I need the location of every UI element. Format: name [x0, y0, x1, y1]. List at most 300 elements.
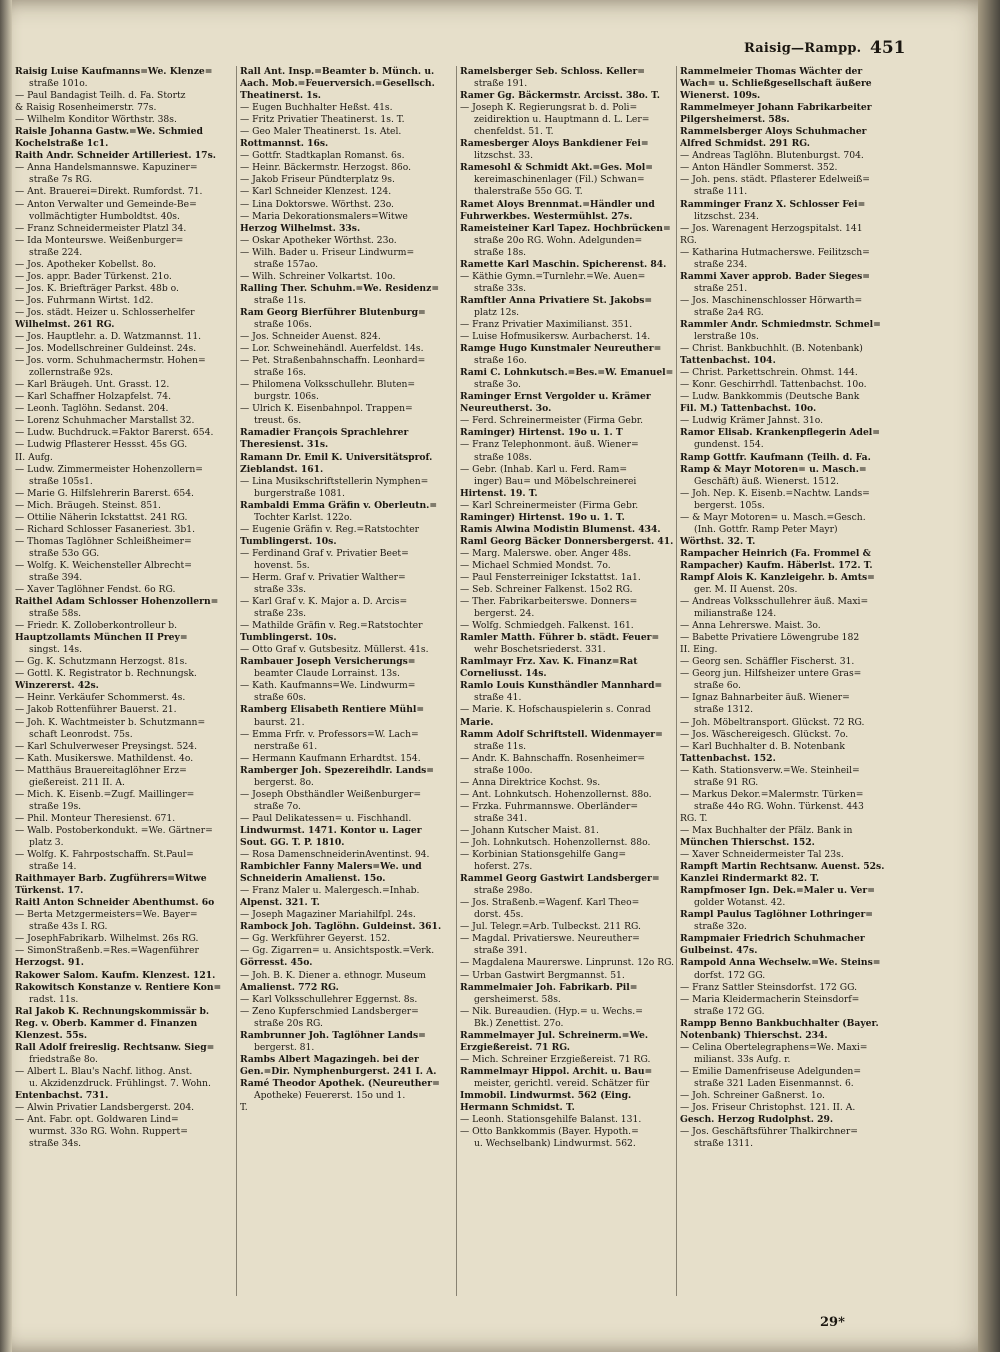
directory-entry-line: — Anton Verwalter und Gemeinde-Be= — [15, 198, 197, 210]
directory-entry-line: — Jos. K. Briefträger Parkst. 48b o. — [15, 282, 179, 294]
directory-entry-line: straße 14. — [29, 861, 77, 873]
directory-entry-line: — Ludw. Bankkommis (Deutsche Bank — [680, 391, 860, 403]
directory-entry-line: Raminger) Hirtenst. 19o u. 1. T — [460, 427, 623, 439]
directory-entry-line: Wienerst. 109s. — [680, 90, 761, 102]
directory-entry-line: — Gottfr. Stadtkaplan Romanst. 6s. — [240, 150, 405, 162]
directory-entry-line: Ramler Matth. Führer b. städt. Feuer= — [460, 632, 660, 644]
directory-entry-line: Sout. GG. T. P. 1810. — [240, 837, 345, 848]
directory-entry-line: schaft Leonrodst. 75s. — [29, 728, 133, 740]
directory-entry-line: Ramberg Elisabeth Rentiere Mühl= — [240, 704, 425, 716]
directory-entry-line: — Käthie Gymn.=Turnlehr.=We. Auen= — [460, 270, 646, 282]
directory-entry-line: — Katharina Hutmacherswe. Feilitzsch= — [680, 246, 870, 258]
directory-entry-line: straße 32o. — [694, 921, 747, 933]
directory-entry-line: — Paul Bandagist Teilh. d. Fa. Stortz — [15, 90, 186, 102]
directory-entry-line: Kanzlei Rindermarkt 82. T. — [680, 873, 820, 885]
directory-entry-line: Neureutherst. 3o. — [460, 403, 552, 415]
directory-entry-line: bergerst. 105s. — [694, 499, 765, 511]
directory-entry-line: — Franz Privatier Maximilianst. 351. — [460, 318, 633, 330]
directory-entry-line: — Karl Schreinermeister (Firma Gebr. — [460, 499, 639, 511]
directory-entry-line: — Wolfg. Schmiedgeh. Falkenst. 161. — [460, 620, 634, 632]
directory-entry-line: — Franz Sattler Steinsdorfst. 172 GG. — [680, 981, 858, 993]
directory-entry-line: straße 100o. — [474, 764, 533, 776]
directory-entry-line: straße 11s. — [474, 740, 527, 752]
directory-entry-line: straße 53o GG. — [29, 547, 100, 559]
directory-entry-line: dorfst. 172 GG. — [694, 969, 766, 981]
directory-entry-line: München Thierschst. 152. — [680, 837, 815, 848]
directory-entry-line: Schneiderin Amalienst. 15o. — [240, 873, 386, 885]
directory-entry-line: Kochelstraße 1c1. — [15, 138, 109, 150]
directory-entry-line: — Ludw. Zimmermeister Hohenzollern= — [15, 463, 203, 475]
directory-entry-line: straße 7o. — [254, 800, 301, 812]
directory-entry-line: radst. 11s. — [29, 993, 79, 1005]
directory-entry-line: Ramesohl & Schmidt Akt.=Ges. Mol= — [460, 162, 653, 174]
directory-entry-line: bergerst. 81. — [254, 1041, 315, 1053]
directory-entry-line: — Emilie Damenfriseuse Adelgunden= — [680, 1065, 862, 1077]
directory-entry-line: Rampl Paulus Taglöhner Lothringer= — [680, 909, 873, 921]
directory-entry-line: straße 20o RG. Wohn. Adelgunden= — [474, 234, 643, 246]
directory-entry-line: dorst. 45s. — [474, 909, 524, 921]
directory-entry-line: straße 33s. — [254, 584, 307, 596]
directory-entry-line: — Ludwig Pflasterer Hessst. 45s GG. — [15, 439, 188, 451]
directory-entry-line: straße 16o. — [474, 355, 527, 367]
directory-entry-line: — Jos. städt. Heizer u. Schlosserhelfer — [15, 306, 195, 318]
directory-entry-line: straße 191. — [474, 78, 528, 90]
directory-entry-line: Gesch. Herzog Rudolphst. 29. — [680, 1114, 834, 1126]
directory-entry-line: — Eugenie Gräfin v. Reg.=Ratstochter — [240, 523, 420, 535]
directory-entry-line: Ramp Gottfr. Kaufmann (Teilh. d. Fa. — [680, 451, 871, 463]
directory-entry-line: — Joh. Nep. K. Eisenb.=Nachtw. Lands= — [680, 487, 870, 499]
directory-entry-line: — Lor. Schweinehändl. Auerfeldst. 14s. — [240, 343, 424, 355]
directory-entry-line: — Otto Bankkommis (Bayer. Hypoth.= — [460, 1126, 639, 1138]
directory-entry-line: Tattenbachst. 104. — [680, 355, 776, 367]
directory-entry-line: litzschst. 234. — [694, 210, 759, 222]
directory-entry-line: burgstr. 106s. — [254, 391, 319, 403]
directory-entry-line: straße 6o. — [694, 680, 741, 692]
directory-entry-line: Theresienst. 31s. — [240, 439, 329, 451]
directory-entry-line: — Anton Händler Sommerst. 352. — [680, 162, 838, 174]
directory-entry-line: Raminger) Hirtenst. 19o u. 1. T. — [460, 511, 625, 523]
directory-entry-line: Geschäft) äuß. Wienerst. 1512. — [694, 475, 839, 487]
directory-entry-line: — Philomena Volksschullehr. Bluten= — [240, 379, 416, 391]
directory-entry-line: Raisig Luise Kaufmanns=We. Klenze= — [15, 66, 213, 77]
directory-entry-line: — Kath. Stationsverw.=We. Steinheil= — [680, 764, 860, 776]
directory-entry-line: Ral Jakob K. Rechnungskommissär b. — [15, 1005, 210, 1017]
directory-entry-line: straße 108s. — [474, 451, 532, 463]
directory-entry-line: Rall Ant. Insp.=Beamter b. Münch. u. — [240, 66, 435, 77]
directory-entry-line: straße 19s. — [29, 800, 82, 812]
directory-entry-line: — Korbinian Stationsgehilfe Gang= — [460, 849, 627, 861]
directory-entry-line: — Xaver Schneidermeister Tal 23s. — [680, 849, 844, 861]
directory-entry-line: II. Eing. — [680, 644, 718, 656]
directory-entry-line: — Mathilde Gräfin v. Reg.=Ratstochter — [240, 620, 423, 632]
directory-entry-line: Theatinerst. 1s. — [240, 90, 321, 102]
directory-entry-line: Ramge Hugo Kunstmaler Neureuther= — [460, 343, 662, 355]
directory-entry-line: Raithel Adam Schlosser Hohenzollern= — [15, 596, 219, 608]
directory-entry-line: kereimaschinenlager (Fil.) Schwan= — [474, 174, 645, 186]
directory-entry-line: — Karl Bräugeh. Unt. Grasst. 12. — [15, 379, 170, 391]
directory-entry-line: — Gg. Zigarren= u. Ansichtspostk.=Verk. — [240, 945, 435, 957]
directory-entry-line: Immobil. Lindwurmst. 562 (Eing. — [460, 1089, 632, 1101]
directory-entry-line: straße 224. — [29, 246, 83, 258]
directory-entry-line: Rammelmayer Jul. Schreinerm.=We. — [460, 1029, 649, 1041]
directory-entry-line: — Jos. Fuhrmann Wirtst. 1d2. — [15, 294, 154, 306]
directory-entry-line: — Joh. K. Wachtmeister b. Schutzmann= — [15, 716, 206, 728]
directory-entry-line: — Franz Schneidermeister Platzl 34. — [15, 222, 187, 234]
directory-entry-line: Marie. — [460, 716, 494, 728]
directory-entry-line: Aach. Mob.=Feuerversich.=Gesellsch. — [240, 78, 435, 90]
directory-entry-line: straße 3o. — [474, 379, 521, 391]
directory-entry-line: — Jos. Apotheker Kobellst. 8o. — [15, 258, 157, 270]
directory-entry-line: — Berta Metzgermeisters=We. Bayer= — [15, 909, 198, 921]
directory-entry-line: Hermann Schmidst. T. — [460, 1102, 575, 1114]
column-4 — [680, 66, 900, 1296]
directory-entry-line: — SimonStraßenb.=Res.=Wagenführer — [15, 945, 199, 957]
directory-entry-line: thalerstraße 55o GG. T. — [474, 186, 583, 198]
column-2 — [240, 66, 460, 1296]
directory-entry-line: Rottmannst. 16s. — [240, 138, 329, 150]
directory-entry-line: Raisle Johanna Gastw.=We. Schmied — [15, 126, 203, 138]
directory-entry-line: — Franz Maler u. Malergesch.=Inhab. — [240, 885, 420, 897]
directory-entry-line: — Ida Monteurswe. Weißenburger= — [15, 234, 184, 246]
directory-entry-line: — Oskar Apotheker Wörthst. 23o. — [240, 234, 397, 246]
directory-entry-line: straße 394. — [29, 571, 83, 583]
directory-entry-line: — Lorenz Schuhmacher Marstallst 32. — [15, 415, 195, 427]
directory-entry-line: straße 172 GG. — [694, 1005, 765, 1017]
column-divider — [676, 66, 677, 1296]
directory-entry-line: Gulbeinst. 47s. — [680, 945, 758, 957]
directory-entry-line: — Ant. Brauerei=Direkt. Rumfordst. 71. — [15, 186, 203, 198]
directory-entry-line: Raith Andr. Schneider Artilleriest. 17s. — [15, 150, 216, 162]
directory-entry-line: — Ant. Fabr. opt. Goldwaren Lind= — [15, 1114, 179, 1126]
directory-entry-line: — Heinr. Bäckermstr. Herzogst. 86o. — [240, 162, 412, 174]
directory-entry-line: straße 298o. — [474, 885, 533, 897]
directory-entry-line: singst. 14s. — [29, 644, 83, 656]
directory-entry-line: straße 234. — [694, 258, 748, 270]
directory-entry-line: Görresst. 45o. — [240, 957, 313, 969]
directory-entry-line: — Richard Schlosser Fasaneriest. 3b1. — [15, 523, 195, 535]
directory-entry-line: — Lina Musikschriftstellerin Nymphen= — [240, 475, 429, 487]
directory-entry-line: — Marie. K. Hofschauspielerin s. Conrad — [460, 704, 651, 716]
directory-entry-line: — Jos. appr. Bader Türkenst. 21o. — [15, 270, 172, 282]
directory-entry-line: ger. M. II Auenst. 20s. — [694, 584, 798, 596]
directory-entry-line: — Heinr. Verkäufer Schommerst. 4s. — [15, 692, 186, 704]
directory-entry-line: — Joh. Möbeltransport. Glückst. 72 RG. — [680, 716, 865, 728]
column-divider — [236, 66, 237, 1296]
directory-entry-line: gersheimerst. 58s. — [474, 993, 561, 1005]
directory-entry-line: — Thomas Taglöhner Schleißheimer= — [15, 535, 192, 547]
directory-entry-line: Ramlmayr Frz. Xav. K. Finanz=Rat — [460, 656, 638, 668]
directory-entry-line: bergerst. 24. — [474, 608, 535, 620]
directory-entry-line: Ramann Dr. Emil K. Universitätsprof. — [240, 451, 433, 463]
directory-entry-line: Ramm Adolf Schriftstell. Widenmayer= — [460, 728, 663, 740]
directory-entry-line: Ramftler Anna Privatiere St. Jakobs= — [460, 294, 653, 306]
directory-entry-line: straße 16s. — [254, 367, 307, 379]
directory-entry-line: Ramadier François Sprachlehrer — [240, 427, 409, 439]
directory-entry-line: — Paul Fensterreiniger Ickstattst. 1a1. — [460, 571, 641, 583]
directory-entry-line: wurmst. 33o RG. Wohn. Ruppert= — [29, 1126, 188, 1138]
directory-entry-line: — Joh. pens. städt. Pflasterer Edelweiß= — [680, 174, 870, 186]
directory-entry-line: — Jos. Friseur Christophst. 121. II. A. — [680, 1102, 856, 1114]
directory-entry-line: — Pet. Straßenbahnschaffn. Leonhard= — [240, 355, 426, 367]
directory-entry-line: u. Akzidenzdruck. Frühlingst. 7. Wohn. — [29, 1077, 211, 1089]
directory-entry-line: — Mich. Schreiner Erzgießereist. 71 RG. — [460, 1053, 651, 1065]
directory-entry-line: — Max Buchhalter der Pfälz. Bank in — [680, 824, 853, 836]
directory-entry-line: Rammelmaier Joh. Fabrikarb. Pil= — [460, 981, 638, 993]
directory-entry-line: — Jos. Maschinenschlosser Hörwarth= — [680, 294, 863, 306]
directory-entry-line: — Michael Schmied Mondst. 7o. — [460, 559, 611, 571]
directory-entry-line: — Georg sen. Schäffler Fischerst. 31. — [680, 656, 855, 668]
directory-entry-line: — Luise Hofmusikersw. Aurbacherst. 14. — [460, 331, 651, 343]
directory-entry-line: wehr Boschetsriederst. 331. — [474, 644, 606, 656]
directory-entry-line: gundenst. 154. — [694, 439, 764, 451]
directory-entry-line: — Urban Gastwirt Bergmannst. 51. — [460, 969, 625, 981]
directory-entry-line: burgerstraße 1081. — [254, 487, 345, 499]
directory-entry-line: — Karl Buchhalter d. B. Notenbank — [680, 740, 845, 752]
directory-entry-line: — Paul Delikatessen= u. Fischhandl. — [240, 812, 412, 824]
directory-entry-line: — Karl Schaffner Holzapfelst. 74. — [15, 391, 172, 403]
directory-entry-line: Ramberger Joh. Spezereihdlr. Lands= — [240, 764, 435, 776]
directory-entry-line: — JosephFabrikarb. Wilhelmst. 26s RG. — [15, 933, 199, 945]
directory-entry-line: meister, gerichtl. vereid. Schätzer für — [474, 1077, 650, 1089]
directory-entry-line: treust. 6s. — [254, 415, 302, 427]
directory-entry-line: Ramis Alwina Modistin Blumenst. 434. — [460, 523, 661, 535]
directory-entry-line: Tumblingerst. 10s. — [240, 632, 337, 644]
directory-entry-line: — Wilh. Schreiner Volkartst. 10o. — [240, 270, 396, 282]
directory-entry-line: Notenbank) Thierschst. 234. — [680, 1029, 828, 1041]
directory-entry-line: — Marie G. Hilfslehrerin Barerst. 654. — [15, 487, 194, 499]
directory-entry-line: — Lina Doktorswe. Wörthst. 23o. — [240, 198, 394, 210]
directory-entry-line: — Franz Telephonmont. äuß. Wiener= — [460, 439, 639, 451]
directory-entry-line: Raml Georg Bäcker Donnersbergerst. 41. — [460, 535, 674, 547]
column-1 — [15, 66, 235, 1296]
directory-entry-line: zollernstraße 92s. — [29, 367, 114, 379]
directory-entry-line: Rammelmayr Hippol. Archit. u. Bau= — [460, 1065, 653, 1077]
directory-entry-line: Rampfmoser Ign. Dek.=Maler u. Ver= — [680, 885, 875, 897]
directory-entry-line: Rambichler Fanny Malers=We. und — [240, 861, 422, 873]
directory-entry-line: — Joh. B. K. Diener a. ethnogr. Museum — [240, 969, 426, 981]
directory-entry-line: — Wilhelm Konditor Wörthstr. 38s. — [15, 114, 177, 126]
directory-entry-line: — Jos. Wäschereigesch. Glückst. 7o. — [680, 728, 849, 740]
directory-entry-line: Ramesberger Aloys Bankdiener Fei= — [460, 138, 649, 150]
directory-entry-line: nerstraße 61. — [254, 740, 318, 752]
directory-entry-line: — Wolfg. K. Fahrpostschaffn. St.Paul= — [15, 849, 194, 861]
directory-entry-line: Wilhelmst. 261 RG. — [15, 318, 115, 330]
directory-entry-line: Herzog Wilhelmst. 33s. — [240, 222, 361, 234]
directory-entry-line: — Ludwig Krämer Jahnst. 31o. — [680, 415, 824, 427]
directory-entry-line: — Jakob Rottenführer Bauerst. 21. — [15, 704, 177, 716]
directory-entry-line: Raitl Anton Schneider Abenthumst. 6o — [15, 897, 215, 909]
directory-entry-line: straße 20s RG. — [254, 1017, 323, 1029]
directory-entry-line: milianstraße 124. — [694, 608, 777, 620]
directory-entry-line: Fuhrwerkbes. Westermühlst. 27s. — [460, 210, 633, 222]
directory-entry-line: — Gebr. (Inhab. Karl u. Ferd. Ram= — [460, 463, 628, 475]
directory-entry-line: — Karl Graf v. K. Major a. D. Arcis= — [240, 596, 408, 608]
directory-entry-line: Ramette Karl Maschin. Spicherenst. 84. — [460, 258, 667, 270]
directory-entry-line: Ramet Aloys Brennmat.=Händler und — [460, 198, 655, 210]
directory-entry-line: — Joseph Obsthändler Weißenburger= — [240, 788, 422, 800]
directory-entry-line: — Jos. Modellschreiner Guldeinst. 24s. — [15, 343, 197, 355]
directory-entry-line: Ramé Theodor Apothek. (Neureuther= — [240, 1077, 440, 1089]
directory-entry-line: — Joh. Schreiner Gaßnerst. 1o. — [680, 1089, 825, 1101]
directory-entry-line: straße 111. — [694, 186, 748, 198]
page-edge — [978, 0, 1000, 1352]
directory-entry-line: Türkenst. 17. — [15, 885, 84, 897]
directory-entry-line: straße 44o RG. Wohn. Türkenst. 443 — [694, 800, 864, 812]
directory-entry-line: Rampft Martin Rechtsanw. Auenst. 52s. — [680, 861, 885, 873]
page-number: 451 — [870, 38, 906, 58]
directory-entry-line: — Anna Handelsmannswe. Kapuziner= — [15, 162, 198, 174]
directory-entry-line: Rambaldi Emma Gräfin v. Oberleutn.= — [240, 499, 438, 511]
directory-entry-line: — Babette Privatiere Löwengrube 182 — [680, 632, 860, 644]
directory-entry-line: — Konr. Geschirrhdl. Tattenbachst. 10o. — [680, 379, 867, 391]
directory-entry-line: — Ant. Lohnkutsch. Hohenzollernst. 88o. — [460, 788, 652, 800]
directory-entry-line: — Jos. Schneider Auenst. 824. — [240, 331, 381, 343]
directory-entry-line: Ramminger Franz X. Schlosser Fei= — [680, 198, 866, 210]
directory-entry-line: — Hermann Kaufmann Erhardtst. 154. — [240, 752, 421, 764]
directory-entry-line: — Celina Obertelegraphens=We. Maxi= — [680, 1041, 868, 1053]
directory-entry-line: — & Mayr Motoren= u. Masch.=Gesch. — [680, 511, 866, 523]
directory-entry-line: Rambauer Joseph Versicherungs= — [240, 656, 416, 668]
directory-entry-line: straße 105s1. — [29, 475, 93, 487]
directory-entry-line: — Matthäus Brauereitaglöhner Erz= — [15, 764, 187, 776]
directory-entry-line: — Jos. Straßenb.=Wagenf. Karl Theo= — [460, 897, 640, 909]
directory-entry-line: Ram Georg Bierführer Blutenburg= — [240, 306, 426, 318]
directory-entry-line: milianst. 33s Aufg. r. — [694, 1053, 791, 1065]
directory-entry-line: vollmächtigter Humboldtst. 40s. — [29, 210, 180, 222]
directory-entry-line: Rammi Xaver approb. Bader Sieges= — [680, 270, 870, 282]
directory-entry-line: — Emma Frfr. v. Professors=W. Lach= — [240, 728, 419, 740]
directory-entry-line: Rammelmeier Thomas Wächter der — [680, 66, 863, 77]
column-3 — [460, 66, 680, 1296]
directory-entry-line: — Ferdinand Graf v. Privatier Beet= — [240, 547, 409, 559]
directory-entry-line: Rampacher Heinrich (Fa. Frommel & — [680, 547, 871, 559]
directory-entry-line: straße 11s. — [254, 294, 307, 306]
directory-entry-line: chenfeldst. 51. T. — [474, 126, 554, 138]
directory-entry-line: straße 7s RG. — [29, 174, 93, 186]
directory-entry-line: — Gottl. K. Registrator b. Rechnungsk. — [15, 668, 197, 680]
directory-entry-line: Rampf Alois K. Kanzleigehr. b. Amts= — [680, 571, 875, 583]
directory-entry-line: Rammelmeyer Johann Fabrikarbeiter — [680, 102, 872, 114]
directory-entry-line: — Jos. Hauptlehr. a. D. Watzmannst. 11. — [15, 331, 202, 343]
directory-entry-line: Rampmaier Friedrich Schuhmacher — [680, 933, 865, 945]
directory-entry-line: — Christ. Parkettschrein. Ohmst. 144. — [680, 367, 858, 379]
directory-entry-line: — Andreas Taglöhn. Blutenburgst. 704. — [680, 150, 864, 162]
directory-entry-line: Reg. v. Oberb. Kammer d. Finanzen — [15, 1017, 198, 1029]
directory-entry-line: Corneliusst. 14s. — [460, 668, 547, 680]
directory-entry-line: straße 391. — [474, 945, 528, 957]
directory-entry-line: — Seb. Schreiner Falkenst. 15o2 RG. — [460, 584, 633, 596]
directory-entry-line: hovenst. 5s. — [254, 559, 310, 571]
directory-entry-line: — Andr. K. Bahnschaffn. Rosenheimer= — [460, 752, 646, 764]
directory-entry-line: straße 1311. — [694, 1138, 754, 1150]
directory-entry-line: — Rosa DamenschneiderinAventinst. 94. — [240, 849, 430, 861]
directory-entry-line: — Alwin Privatier Landsbergerst. 204. — [15, 1102, 195, 1114]
directory-entry-line: Klenzest. 55s. — [15, 1029, 88, 1041]
directory-entry-line: gießereist. 211 II. A. — [29, 776, 125, 788]
directory-entry-line: baurst. 21. — [254, 716, 305, 728]
directory-entry-line: — Joh. Lohnkutsch. Hohenzollernst. 88o. — [460, 837, 651, 848]
directory-entry-line: — Nik. Bureaudien. (Hyp.= u. Wechs.= — [460, 1005, 643, 1017]
directory-entry-line: — Jul. Telegr.=Arb. Tulbeckst. 211 RG. — [460, 921, 641, 933]
directory-entry-line: — Ther. Fabrikarbeiterswe. Donners= — [460, 596, 638, 608]
directory-entry-line: — Eugen Buchhalter Heßst. 41s. — [240, 102, 393, 114]
directory-entry-line: T. — [240, 1102, 248, 1114]
directory-entry-line: — Leonh. Stationsgehilfe Balanst. 131. — [460, 1114, 642, 1126]
directory-entry-line: Lindwurmst. 1471. Kontor u. Lager — [240, 824, 422, 836]
directory-entry-line: Rall Adolf freireslig. Rechtsanw. Sieg= — [15, 1041, 215, 1053]
directory-entry-line: — Ulrich K. Eisenbahnpol. Trappen= — [240, 403, 413, 415]
directory-entry-line: straße 2a4 RG. — [694, 306, 764, 318]
directory-entry-line: — Ignaz Bahnarbeiter äuß. Wiener= — [680, 692, 850, 704]
directory-entry-line: straße 1312. — [694, 704, 754, 716]
directory-entry-line: Amalienst. 772 RG. — [240, 981, 339, 993]
directory-entry-line: Winzererst. 42s. — [15, 680, 99, 692]
directory-entry-line: RG. — [680, 234, 697, 246]
directory-entry-line: golder Wotanst. 42. — [694, 897, 786, 909]
directory-entry-line: Rakower Salom. Kaufm. Klenzest. 121. — [15, 969, 216, 981]
directory-entry-line: Wörthst. 32. T. — [680, 535, 756, 547]
directory-entry-line: — Christ. Bankbuchhlt. (B. Notenbank) — [680, 343, 863, 355]
directory-entry-line: — Phil. Monteur Theresienst. 671. — [15, 812, 176, 824]
directory-entry-line: straße 34s. — [29, 1138, 82, 1150]
directory-entry-line: Rammler Andr. Schmiedmstr. Schmel= — [680, 318, 881, 330]
directory-entry-line: Raithmayer Barb. Zugführers=Witwe — [15, 873, 207, 885]
directory-entry-line: — Kath. Kaufmanns=We. Lindwurm= — [240, 680, 416, 692]
directory-entry-line: — Mich. K. Eisenb.=Zugf. Maillinger= — [15, 788, 195, 800]
directory-entry-line: Herzogst. 91. — [15, 957, 84, 969]
directory-entry-line: Rakowitsch Konstanze v. Rentiere Kon= — [15, 981, 222, 993]
directory-entry-line: straße 41. — [474, 692, 522, 704]
directory-entry-line: Apotheke) Feuererst. 15o und 1. — [254, 1089, 406, 1101]
directory-entry-line: — Albert L. Blau's Nachf. lithog. Anst. — [15, 1065, 193, 1077]
directory-entry-line: straße 43s I. RG. — [29, 921, 108, 933]
directory-entry-line: — Wilh. Bader u. Friseur Lindwurm= — [240, 246, 415, 258]
directory-entry-line: straße 23s. — [254, 608, 307, 620]
directory-entry-line: Zieblandst. 161. — [240, 463, 324, 475]
directory-entry-line: Bk.) Zenettist. 27o. — [474, 1017, 564, 1029]
directory-entry-line: — Mich. Bräugeh. Steinst. 851. — [15, 499, 161, 511]
directory-entry-line: Rampold Anna Wechselw.=We. Steins= — [680, 957, 881, 969]
directory-entry-line: — Georg jun. Hilfsheizer untere Gras= — [680, 668, 862, 680]
directory-entry-line: Ramor Elisab. Krankenpflegerin Adel= — [680, 427, 880, 439]
directory-entry-line: straße 91 RG. — [694, 776, 759, 788]
directory-entry-line: Gen.=Dir. Nymphenburgerst. 241 I. A. — [240, 1065, 437, 1077]
directory-entry-line: — Magdal. Privatierswe. Neureuther= — [460, 933, 640, 945]
directory-entry-line: — Magdalena Maurerswe. Linprunst. 12o RG. — [460, 957, 675, 969]
directory-entry-line: Rameisteiner Karl Tapez. Hochbrücken= — [460, 222, 671, 234]
directory-entry-line: (Inh. Gottfr. Ramp Peter Mayr) — [694, 523, 838, 535]
directory-entry-line: — Anna Lehrerswe. Maist. 3o. — [680, 620, 821, 632]
directory-entry-line: — Markus Dekor.=Malermstr. Türken= — [680, 788, 864, 800]
directory-entry-line: — Maria Dekorationsmalers=Witwe — [240, 210, 408, 222]
directory-entry-line: Tattenbachst. 152. — [680, 752, 776, 764]
directory-entry-line: — Zeno Kupferschmied Landsberger= — [240, 1005, 419, 1017]
directory-entry-line: Tumblingerst. 10s. — [240, 535, 337, 547]
directory-entry-line: hoferst. 27s. — [474, 861, 533, 873]
printer-signature: 29* — [820, 1315, 845, 1330]
directory-entry-line: Alpenst. 321. T. — [240, 897, 320, 909]
directory-entry-line: — Fritz Privatier Theatinerst. 1s. T. — [240, 114, 405, 126]
directory-entry-line: RG. T. — [680, 812, 708, 824]
directory-entry-line: — Gg. Werkführer Geyerst. 152. — [240, 933, 391, 945]
running-header: Raisig—Rampp. — [744, 41, 862, 56]
directory-entry-line: platz 12s. — [474, 306, 520, 318]
directory-entry-line: friedstraße 8o. — [29, 1053, 98, 1065]
directory-entry-line: straße 58s. — [29, 608, 82, 620]
directory-entry-line: litzschst. 33. — [474, 150, 534, 162]
directory-entry-line: — Leonh. Taglöhn. Sedanst. 204. — [15, 403, 169, 415]
directory-entry-line: Rampp Benno Bankbuchhalter (Bayer. — [680, 1017, 879, 1029]
